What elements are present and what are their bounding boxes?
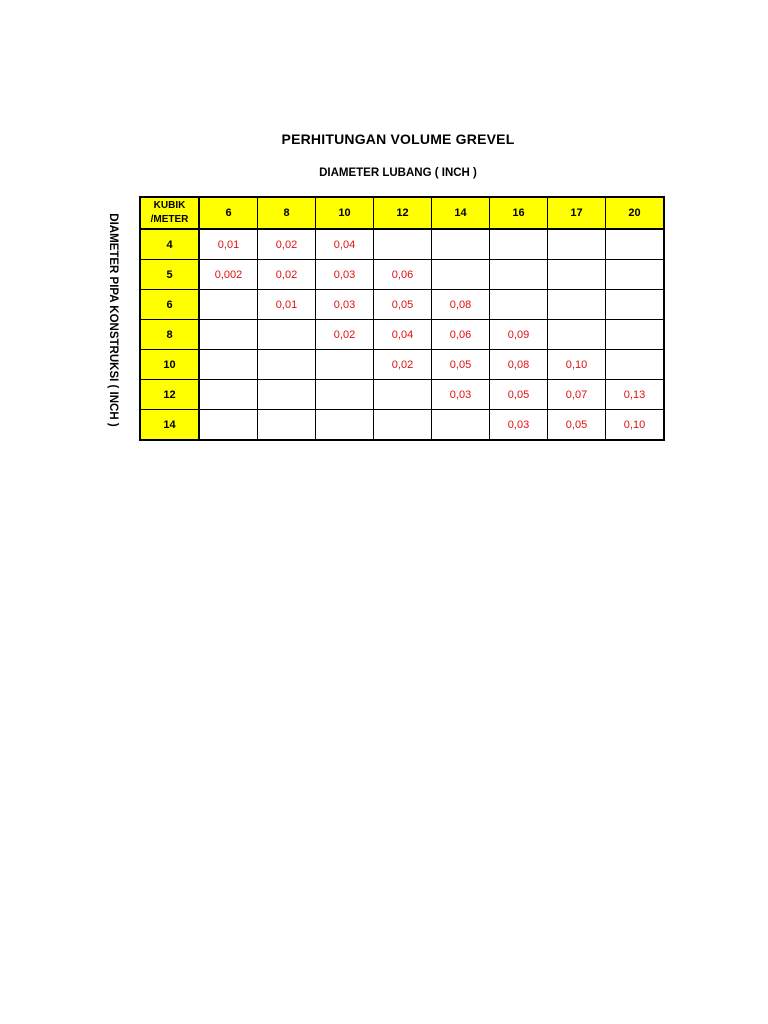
table-cell xyxy=(548,260,606,290)
row-header: 8 xyxy=(140,320,199,350)
table-cell xyxy=(316,380,374,410)
table-cell xyxy=(606,229,665,260)
table-cell xyxy=(258,410,316,441)
table-cell xyxy=(490,229,548,260)
table-cell: 0,09 xyxy=(490,320,548,350)
column-header: 17 xyxy=(548,197,606,229)
table-cell: 0,03 xyxy=(316,260,374,290)
table-cell: 0,05 xyxy=(374,290,432,320)
row-header: 5 xyxy=(140,260,199,290)
row-axis-label: DIAMETER PIPA KONSTRUKSI ( INCH ) xyxy=(107,213,119,427)
table-cell: 0,06 xyxy=(432,320,490,350)
table-cell: 0,06 xyxy=(374,260,432,290)
table-cell: 0,01 xyxy=(199,229,258,260)
column-header: 10 xyxy=(316,197,374,229)
table-cell xyxy=(606,260,665,290)
table-cell xyxy=(432,410,490,441)
column-header: 14 xyxy=(432,197,490,229)
table-cell: 0,04 xyxy=(316,229,374,260)
table-cell xyxy=(432,260,490,290)
table-cell xyxy=(374,229,432,260)
table-cell: 0,10 xyxy=(548,350,606,380)
table-cell xyxy=(606,320,665,350)
table-cell xyxy=(606,290,665,320)
table-row xyxy=(140,260,664,290)
table-cell: 0,05 xyxy=(548,410,606,441)
table-cell: 0,02 xyxy=(258,260,316,290)
table-cell xyxy=(374,380,432,410)
table-cell: 0,10 xyxy=(606,410,665,441)
table-cell: 0,02 xyxy=(316,320,374,350)
table-row xyxy=(140,380,664,410)
row-header: 14 xyxy=(140,410,199,441)
table-cell: 0,02 xyxy=(374,350,432,380)
corner-label-line2: /METER xyxy=(150,214,189,225)
table-cell xyxy=(490,260,548,290)
row-header: 6 xyxy=(140,290,199,320)
column-header: 12 xyxy=(374,197,432,229)
header-row xyxy=(140,197,664,229)
table-cell xyxy=(374,410,432,441)
table-row xyxy=(140,350,664,380)
table-cell xyxy=(490,290,548,320)
table-cell xyxy=(548,320,606,350)
table-row xyxy=(140,410,664,441)
table-row xyxy=(140,229,664,260)
table-cell xyxy=(258,320,316,350)
table-cell: 0,05 xyxy=(432,350,490,380)
column-header: 6 xyxy=(199,197,258,229)
table-cell xyxy=(258,380,316,410)
table-cell: 0,05 xyxy=(490,380,548,410)
table-cell xyxy=(548,229,606,260)
volume-table xyxy=(139,196,665,441)
table-cell xyxy=(606,350,665,380)
table-cell: 0,02 xyxy=(258,229,316,260)
table-cell xyxy=(316,410,374,441)
column-header: 20 xyxy=(606,197,665,229)
table-cell xyxy=(316,350,374,380)
table-cell xyxy=(199,350,258,380)
table-row xyxy=(140,290,664,320)
table-cell xyxy=(548,290,606,320)
table-cell xyxy=(199,320,258,350)
column-header: 16 xyxy=(490,197,548,229)
table-cell: 0,08 xyxy=(490,350,548,380)
row-header: 4 xyxy=(140,229,199,260)
table-cell: 0,03 xyxy=(316,290,374,320)
table-cell: 0,13 xyxy=(606,380,665,410)
row-header: 12 xyxy=(140,380,199,410)
table-cell xyxy=(199,290,258,320)
table-cell: 0,04 xyxy=(374,320,432,350)
corner-cell xyxy=(140,197,199,229)
row-header: 10 xyxy=(140,350,199,380)
table-cell: 0,08 xyxy=(432,290,490,320)
table-cell: 0,002 xyxy=(199,260,258,290)
table-cell: 0,03 xyxy=(490,410,548,441)
table-cell: 0,01 xyxy=(258,290,316,320)
table-cell xyxy=(199,380,258,410)
table-cell: 0,03 xyxy=(432,380,490,410)
table-cell: 0,07 xyxy=(548,380,606,410)
page-title: PERHITUNGAN VOLUME GREVEL xyxy=(281,131,515,147)
table-cell xyxy=(258,350,316,380)
table-cell xyxy=(199,410,258,441)
corner-label-line1: KUBIK xyxy=(153,200,186,211)
column-header: 8 xyxy=(258,197,316,229)
table-row xyxy=(140,320,664,350)
column-axis-label: DIAMETER LUBANG ( INCH ) xyxy=(319,167,477,179)
table-cell xyxy=(432,229,490,260)
